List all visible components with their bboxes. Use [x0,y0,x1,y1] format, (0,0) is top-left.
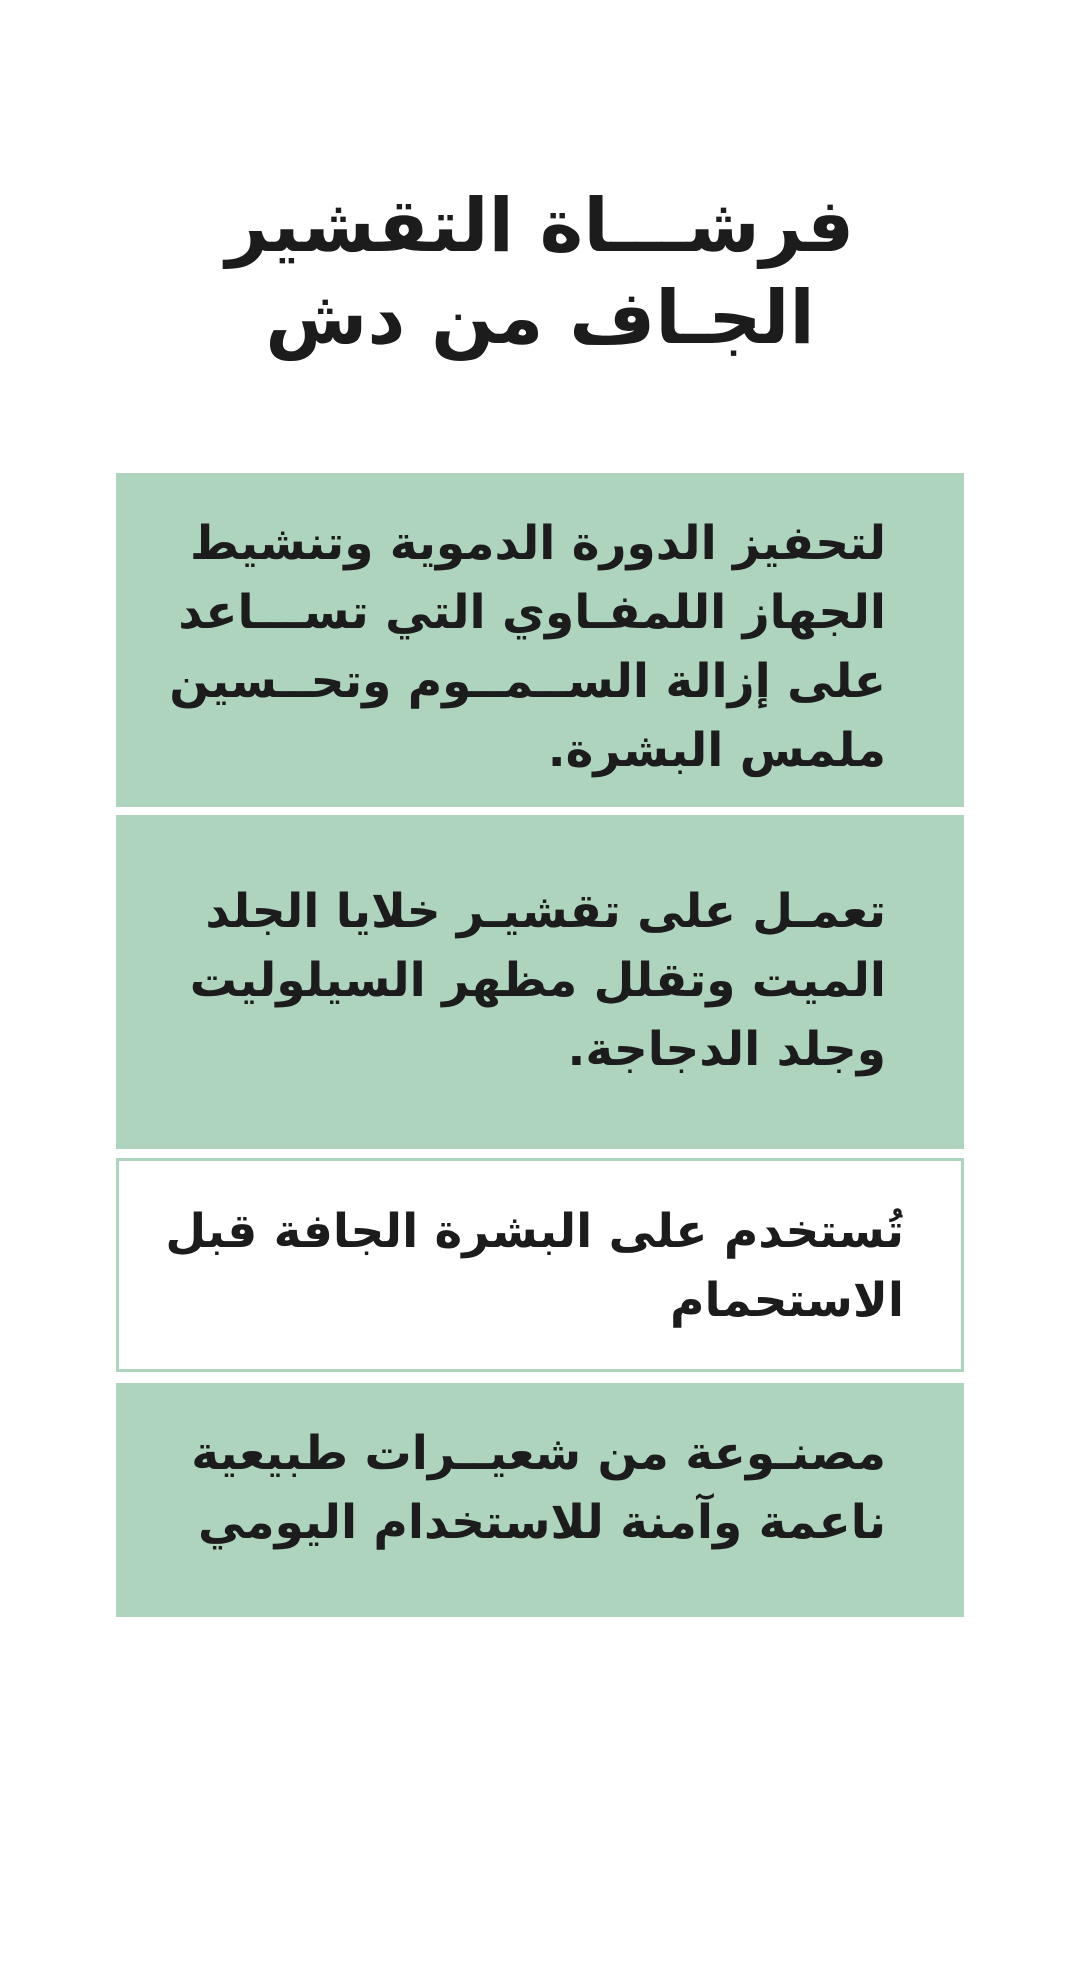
title-line-1: فرشـــاة التقشير [225,183,855,269]
text-line: الجهاز اللمفـاوي التي تســـاعد [178,585,886,640]
text-line: تعمـل على تقشيـر خلايا الجلد [205,884,886,939]
text-line: وجلد الدجاجة. [567,1022,886,1077]
benefit-card-text [169,509,886,785]
title-line-2: الجـاف من دش [265,275,815,361]
text-line: تُستخدم على البشرة الجافة قبل [165,1204,904,1259]
usage-card-text [159,1197,904,1335]
text-line: على إزالة الســمــوم وتحــسين [169,654,886,709]
page-title [140,180,940,364]
text-line: الميت وتقلل مظهر السيلوليت [189,953,886,1008]
usage-card-dry-skin [116,1158,964,1372]
material-card-natural-bristles [116,1383,964,1617]
text-line: مصنـوعة من شعيــرات طبيعية [191,1426,886,1481]
text-line: ناعمة وآمنة للاستخدام اليومي [198,1495,886,1550]
material-card-text [176,1419,886,1557]
benefit-card-circulation [116,473,964,807]
benefit-card-exfoliation [116,815,964,1149]
text-line: لتحفيز الدورة الدموية وتنشيط [190,516,886,571]
text-line: ملمس البشرة. [547,723,886,778]
text-line: الاستحمام [670,1273,904,1328]
benefit-card-text [176,877,886,1084]
